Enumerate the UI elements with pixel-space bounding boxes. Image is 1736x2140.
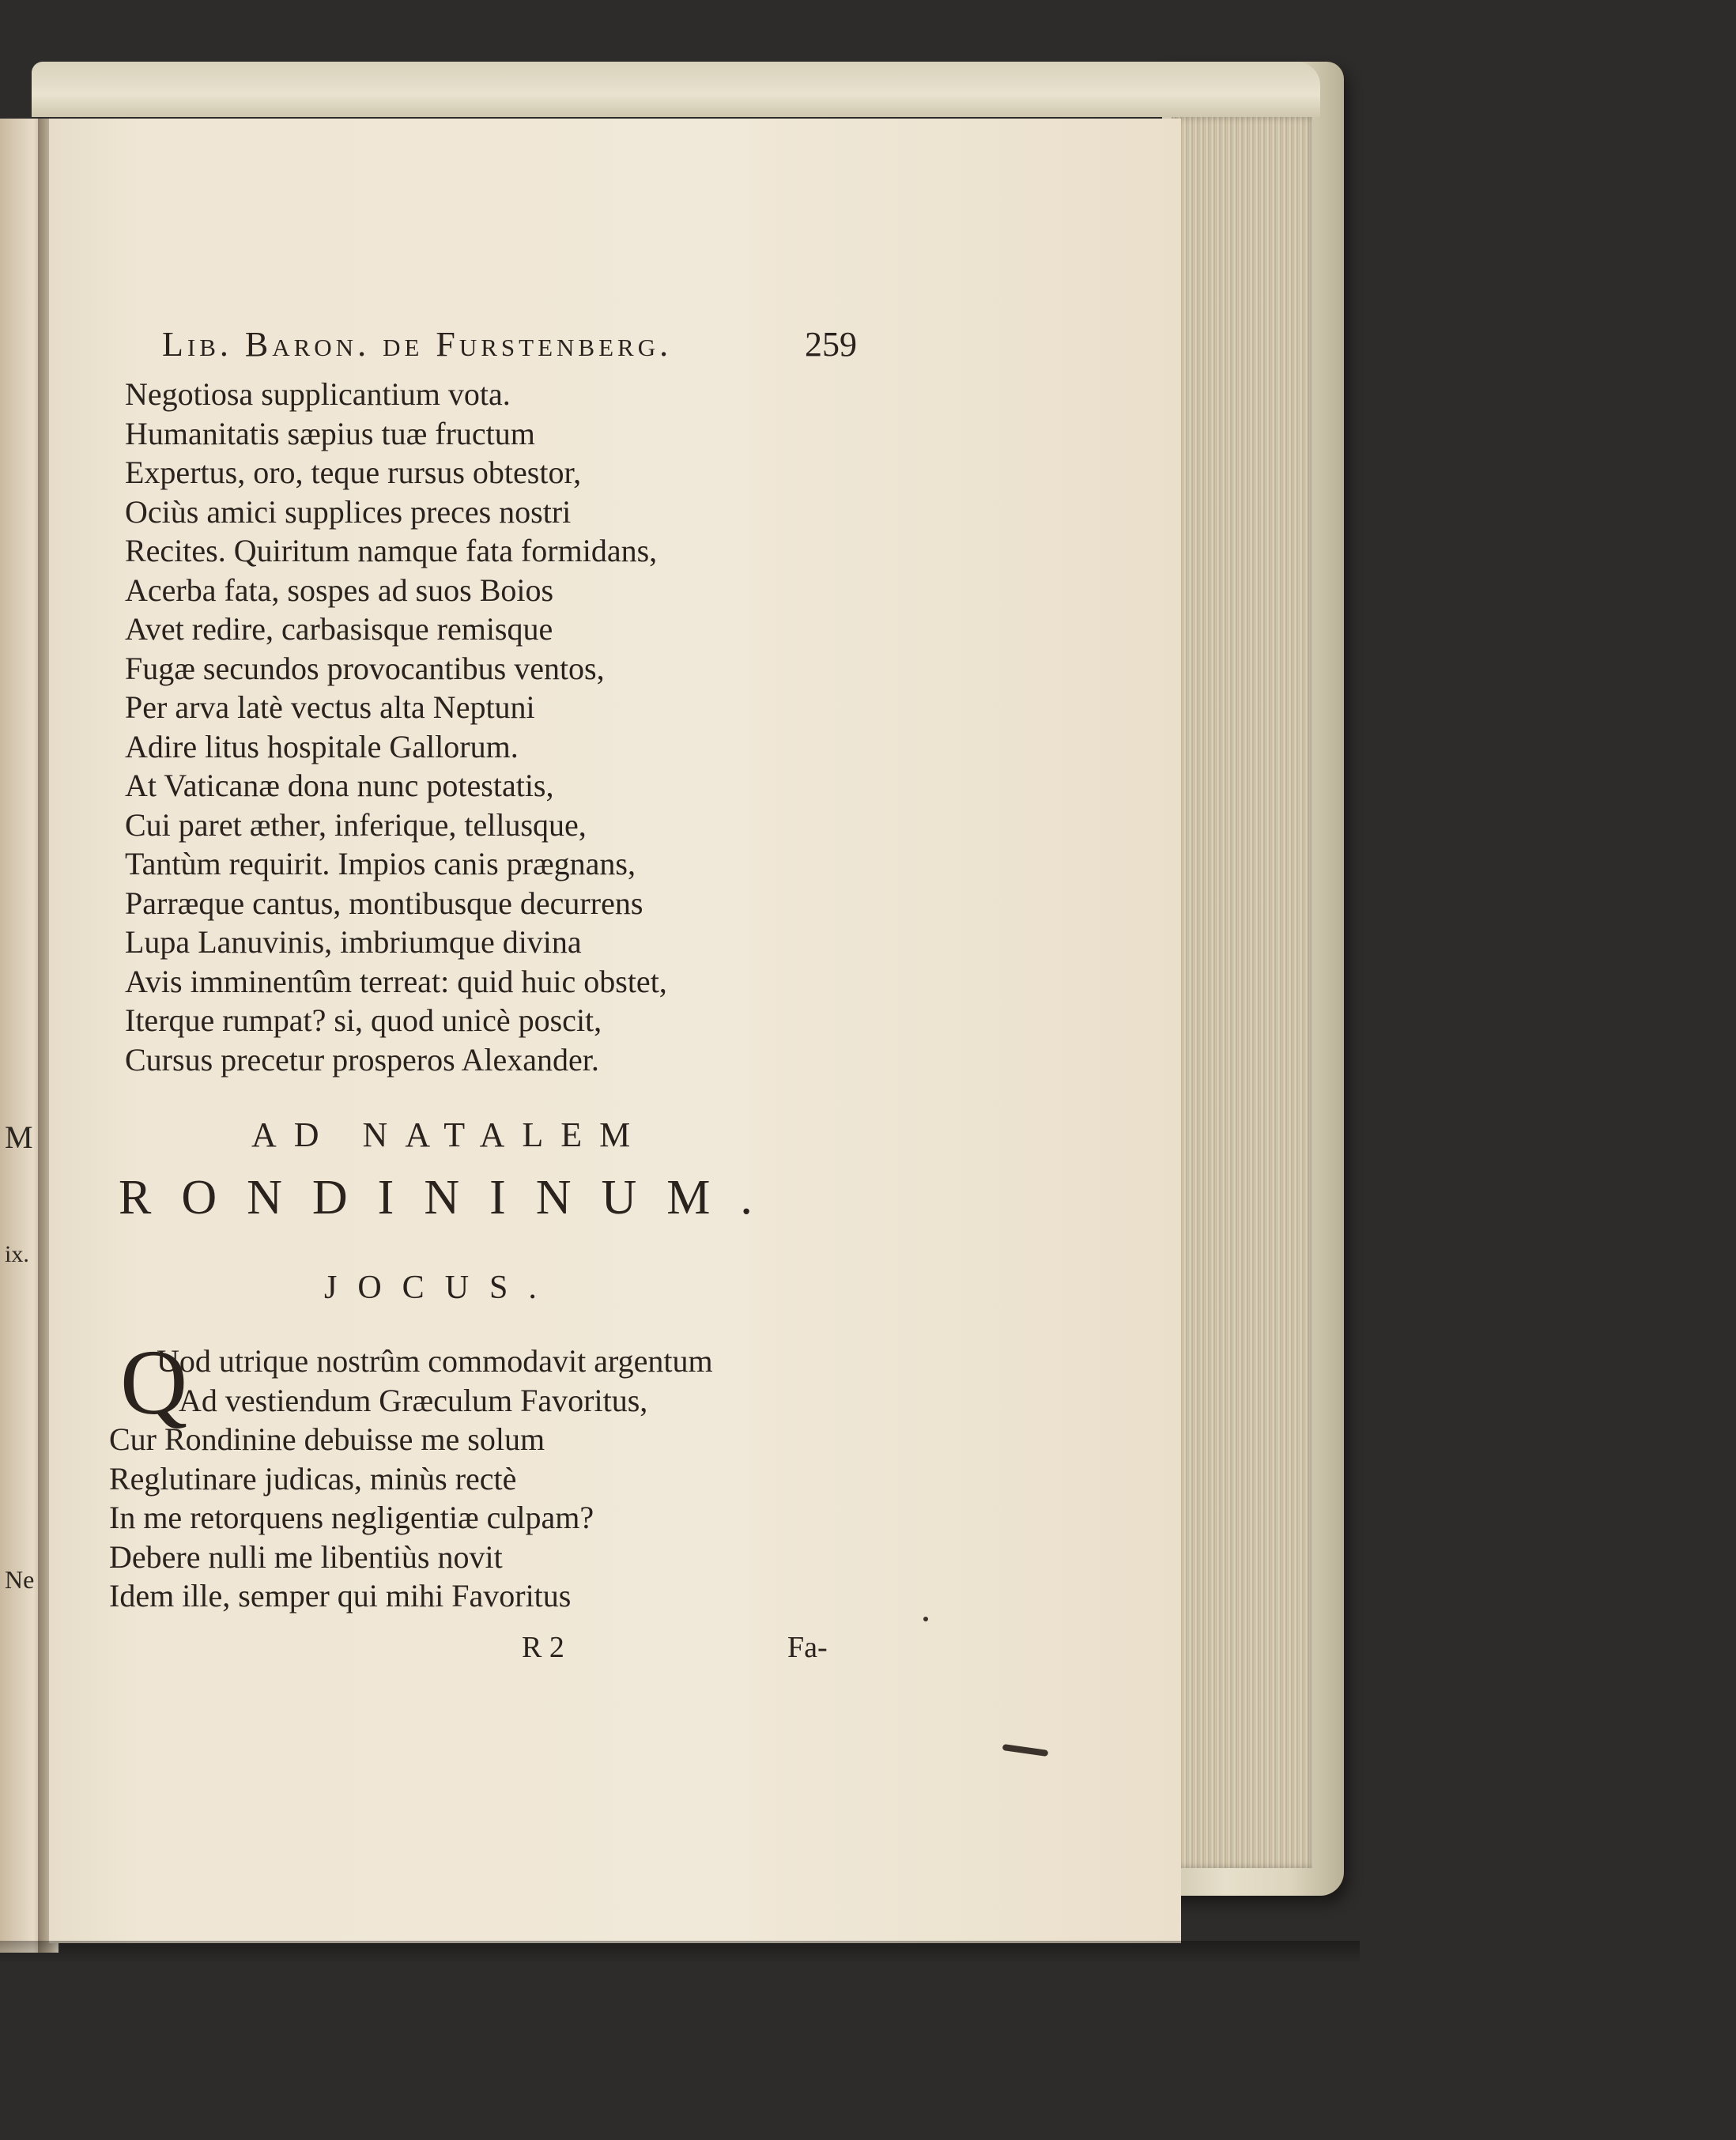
binding-top-edge: [32, 62, 1320, 117]
verse-line: Recites. Quiritum namque fata formidans,: [125, 533, 658, 568]
verso-fragment: M: [5, 1119, 33, 1155]
verse-line: Debere nulli me libentiùs novit: [109, 1538, 503, 1575]
verse-line: Avet redire, carbasisque remisque: [125, 611, 553, 647]
poem-title-line-1: AD NATALEM: [251, 1115, 648, 1154]
page-fore-edge: [1172, 117, 1312, 1868]
drop-cap: Q: [120, 1330, 188, 1434]
bottom-shadow: [0, 1941, 1360, 1964]
verse-line: Uod utrique nostrûm commodavit argentum: [157, 1343, 713, 1379]
verse-line: Cui paret æther, inferique, tellusque,: [125, 806, 587, 843]
verse-line: Acerba fata, sospes ad suos Boios: [125, 572, 554, 608]
catchword: Fa-: [787, 1631, 828, 1664]
verse-line: Humanitatis sæpius tuæ fructum: [125, 415, 535, 451]
verso-fragment: Ne: [5, 1565, 35, 1594]
poem-title-line-2: RONDININUM.: [119, 1171, 783, 1225]
verse-block-continued: [125, 375, 667, 1079]
verse-line: At Vaticanæ dona nunc potestatis,: [125, 768, 554, 803]
verse-line: Tantùm requirit. Impios canis prægnans,: [125, 846, 636, 881]
verse-line: In me retorquens negligentiæ culpam?: [109, 1500, 594, 1535]
page-number: 259: [805, 325, 857, 364]
verse-line: Per arva latè vectus alta Neptuni: [125, 689, 535, 725]
verse-line: Reglutinare judicas, minùs rectè: [109, 1460, 517, 1496]
verso-fragment: ix.: [5, 1241, 29, 1267]
verse-line: Cur Rondinine debuisse me solum: [109, 1421, 545, 1457]
verse-line: Negotiosa supplicantium vota.: [125, 376, 511, 412]
verse-line: Lupa Lanuvinis, imbriumque divina: [125, 924, 582, 960]
ink-dot: [923, 1617, 928, 1621]
verse-line: Parræque cantus, montibusque decurrens: [125, 885, 643, 921]
verse-block-new: [109, 1342, 713, 1616]
verse-line: Idem ille, semper qui mihi Favoritus: [109, 1578, 572, 1613]
verse-line: Ad vestiendum Græculum Favoritus,: [179, 1382, 648, 1418]
verse-line: Expertus, oro, teque rursus obtestor,: [125, 455, 582, 490]
verse-line: Cursus precetur prosperos Alexander.: [125, 1041, 599, 1078]
verse-line: Avis imminentûm terreat: quid huic obstet,: [125, 963, 667, 999]
poem-title-line-3: JOCUS.: [324, 1270, 557, 1306]
verse-line: Ociùs amici supplices preces nostri: [125, 493, 572, 530]
running-head: Lib. Baron. de Furstenberg.: [162, 325, 673, 364]
verse-line: Adire litus hospitale Gallorum.: [125, 728, 519, 764]
signature-mark: R 2: [522, 1631, 564, 1664]
verse-line: Iterque rumpat? si, quod unicè poscit,: [125, 1002, 602, 1038]
verse-line: Fugæ secundos provocantibus ventos,: [125, 650, 605, 686]
